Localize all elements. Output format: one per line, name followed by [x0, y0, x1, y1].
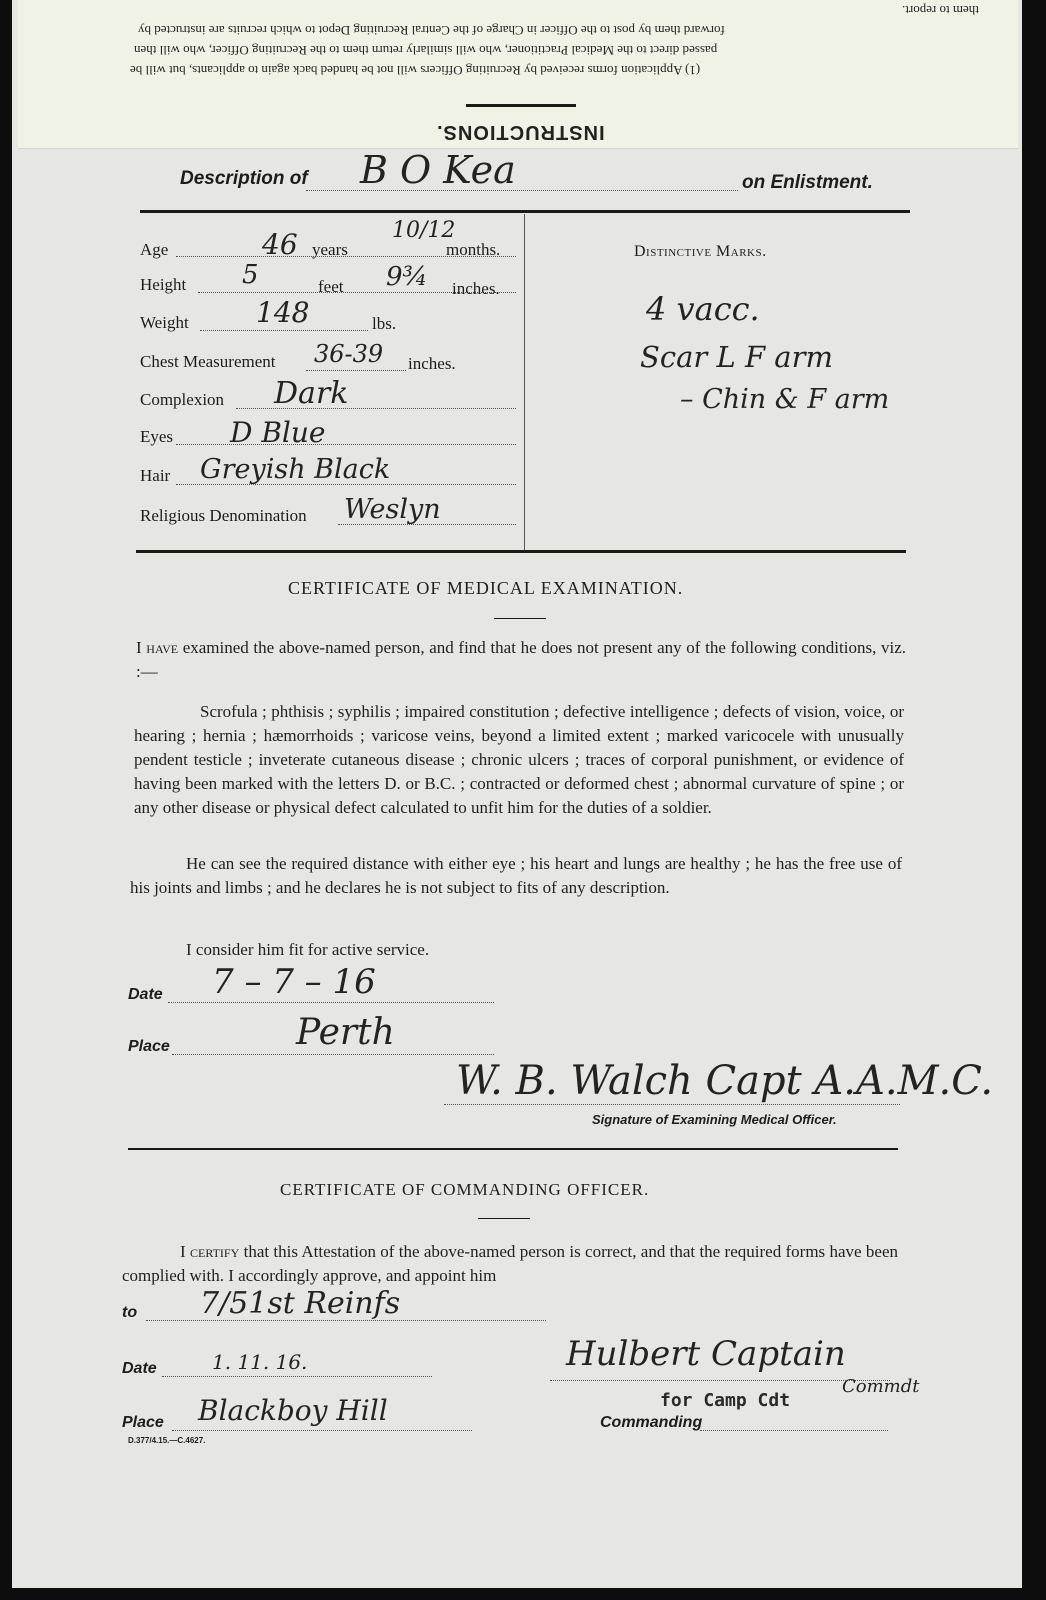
marks-line-2: Scar L F arm [640, 340, 833, 374]
medical-place-value: Perth [296, 1012, 395, 1053]
inches-label: inches. [452, 279, 500, 298]
medical-date-label: Date [128, 986, 163, 1003]
eyes-label: Eyes [140, 427, 174, 446]
box-divider [524, 214, 525, 550]
hair-label: Hair [140, 466, 171, 485]
commanding-para-text: that this Attestation of the above-named person is correct, and that the required forms have been complied with. I accordingly approve, and appoint him [122, 1242, 898, 1285]
religion-label: Religious Denomination [140, 506, 307, 525]
commanding-label: Commanding [600, 1414, 703, 1431]
medical-heading-rule [494, 618, 546, 619]
weight-label: Weight [140, 313, 189, 332]
medical-officer-signature: W. B. Walch Capt A.A.M.C. [456, 1058, 994, 1104]
marks-line-1: 4 vacc. [646, 290, 760, 328]
months-label: months. [446, 240, 501, 259]
medical-para-1-text: examined the above-named person, and find that he does not present any of the following conditions, viz. :— [136, 638, 906, 681]
height-inches: 9¾ [386, 262, 428, 292]
medical-signature-dots [444, 1104, 900, 1105]
height-label: Height [140, 275, 187, 294]
commanding-date-label: Date [122, 1360, 157, 1377]
commanding-signature-dots [550, 1380, 890, 1381]
religion-value: Weslyn [344, 494, 441, 525]
stamp-commdt: Commdt [842, 1376, 920, 1397]
commanding-date-dots [162, 1376, 432, 1377]
medical-signature-caption: Signature of Examining Medical Officer. [592, 1112, 837, 1127]
commanding-place-dots [172, 1430, 472, 1431]
box-top-rule [140, 210, 910, 213]
commanding-place-label: Place [122, 1414, 164, 1431]
instructions-line-2: passed direct to the Medical Practitioner, who will similarly return them to the Recruiting Officer, who will then [134, 43, 718, 58]
medical-place-dots [172, 1054, 494, 1055]
weight-value: 148 [256, 296, 310, 329]
appoint-to-label: to [122, 1304, 138, 1321]
eyes-value: D Blue [230, 416, 326, 449]
eyes-dots [176, 444, 516, 445]
height-feet: 5 [242, 260, 259, 290]
commanding-date-value: 1. 11. 16. [212, 1350, 308, 1374]
medical-heading: CERTIFICATE OF MEDICAL EXAMINATION. [288, 578, 684, 598]
box-bottom-rule [136, 550, 906, 553]
fit-statement: I consider him fit for active service. [186, 940, 430, 959]
feet-label: feet [318, 277, 344, 296]
recruit-name: B O Kea [360, 148, 516, 192]
commanding-heading: CERTIFICATE OF COMMANDING OFFICER. [280, 1180, 650, 1199]
instructions-heading: INSTRUCTIONS. [436, 121, 605, 143]
medical-date-value: 7 – 7 – 16 [212, 962, 376, 1002]
commanding-officer-signature: Hulbert Captain [566, 1334, 846, 1374]
medical-place-label: Place [128, 1038, 170, 1055]
chest-unit: inches. [408, 354, 456, 373]
section-divider [128, 1148, 898, 1150]
description-suffix: on Enlistment. [742, 172, 873, 193]
chest-dots [306, 370, 406, 371]
age-years: 46 [262, 228, 298, 261]
commanding-place-value: Blackboy Hill [198, 1394, 388, 1427]
age-label: Age [140, 240, 169, 259]
commanding-para-lead: I certify [180, 1242, 240, 1261]
distinctive-marks-heading: Distinctive Marks. [634, 243, 767, 260]
lbs-label: lbs. [372, 314, 397, 333]
complexion-label: Complexion [140, 390, 225, 409]
instructions-rule [466, 104, 576, 107]
medical-para-3: He can see the required distance with either eye ; his heart and lungs are healthy ; he has the free use of his joints and limbs ; and he declares he is not subject to fits of any description. [130, 854, 902, 897]
age-months: 10/12 [392, 218, 456, 243]
medical-para-1-lead: I have [136, 638, 179, 657]
camp-stamp: for Camp Cdt [660, 1390, 791, 1411]
chest-label: Chest Measurement [140, 352, 276, 371]
instructions-line-3: forward them by post to the Officer in Charge of the Central Recruiting Depot to which recruits are instructed by [138, 23, 725, 38]
description-prefix: Description of [180, 168, 308, 189]
marks-line-3: – Chin & F arm [680, 384, 890, 415]
hair-value: Greyish Black [200, 454, 391, 485]
commanding-para [122, 1240, 898, 1288]
appoint-to-value: 7/51st Reinfs [200, 1286, 401, 1321]
medical-para-1 [136, 636, 906, 684]
chest-value: 36-39 [314, 340, 384, 368]
commanding-dots [700, 1430, 888, 1431]
commanding-heading-rule [478, 1218, 530, 1219]
complexion-value: Dark [274, 376, 349, 411]
form-code: D.377/4.15.—C.4627. [128, 1436, 206, 1445]
years-label: years [312, 240, 348, 259]
weight-dots [200, 330, 368, 331]
medical-date-dots [168, 1002, 494, 1003]
instructions-line-1: (1) Application forms received by Recruiting Officers will not be handed back again to applicants, but will be [130, 63, 701, 78]
instructions-line-4: them to report. [902, 3, 979, 18]
medical-conditions: Scrofula ; phthisis ; syphilis ; impaired constitution ; defective intelligence ; defects of vision, voice, or hearing ; hernia ; hæmorrhoids ; varicose veins, beyond a limited extent ; marked varicocele with unusually pendent testicle ; inveterate cutaneous disease ; chronic ulcers ; traces of corporal punishment, or evidence of having been marked with the letters D. or B.C. ; contracted or deformed chest ; abnormal curvature of spine ; or any other disease or physical defect calculated to unfit him for the duties of a soldier. [134, 702, 904, 817]
